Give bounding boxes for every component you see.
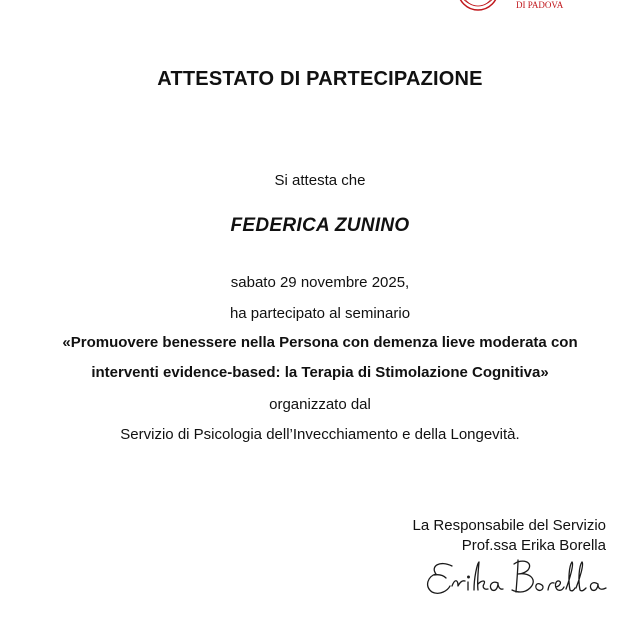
participation-line: ha partecipato al seminario — [229, 305, 411, 322]
signatory-name: Prof.ssa Erika Borella — [461, 537, 606, 554]
signatory-block — [413, 516, 606, 556]
logo-text: DI PADOVA — [516, 0, 564, 10]
seminar-title-line-1: «Promuovere benessere nella Persona con demenza lieve moderata con — [62, 334, 578, 351]
recipient-name: FEDERICA ZUNINO — [230, 215, 410, 236]
university-seal-icon — [450, 0, 580, 14]
intro-text: Si attesta che — [274, 172, 366, 189]
organized-by-label: organizzato dal — [269, 396, 371, 413]
signature-graphic — [422, 556, 614, 600]
signatory-role: La Responsabile del Servizio — [412, 517, 606, 534]
date-line: sabato 29 novembre 2025, — [230, 274, 410, 291]
handwritten-signature — [422, 556, 614, 600]
certificate-title: ATTESTATO DI PARTECIPAZIONE — [157, 68, 483, 90]
university-logo — [450, 0, 580, 14]
organizer-name: Servizio di Psicologia dell’Invecchiamento e della Longevità. — [120, 426, 520, 443]
seminar-title-line-2: interventi evidence-based: la Terapia di Stimolazione Cognitiva» — [91, 364, 549, 381]
